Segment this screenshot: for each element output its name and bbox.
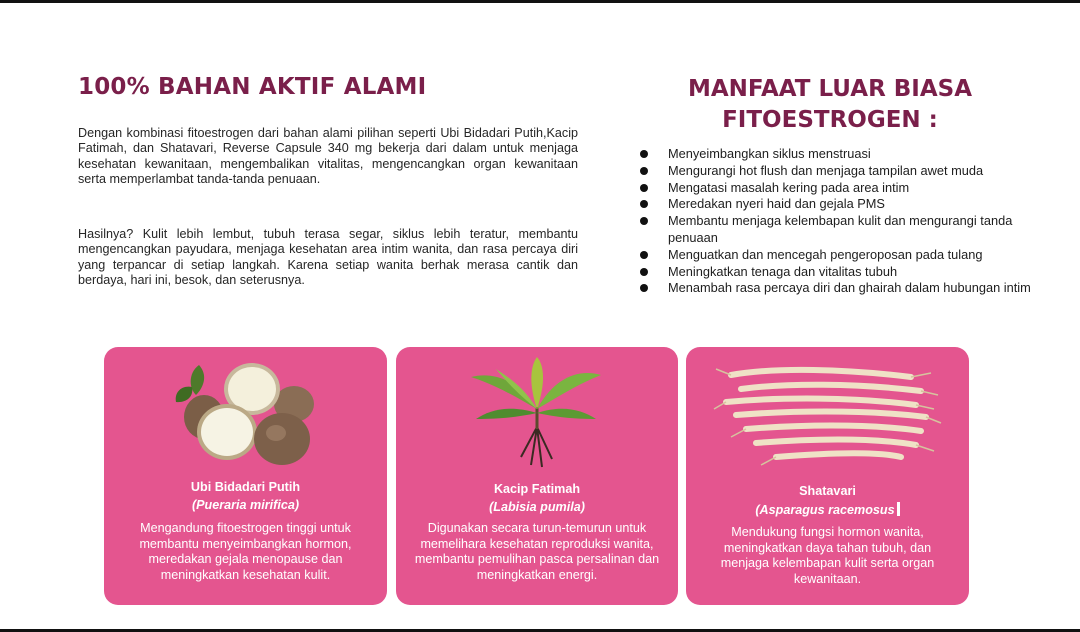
benefit-item: Meningkatkan tenaga dan vitalitas tubuh: [640, 264, 1050, 281]
ingredient-latin-name: (Labisia pumila): [489, 500, 585, 514]
ingredient-name: Shatavari: [799, 484, 856, 498]
root-image: [686, 347, 969, 487]
left-heading: 100% BAHAN AKTIF ALAMI: [78, 74, 427, 100]
benefit-item: Membantu menjaga kelembapan kulit dan mengurangi tanda penuaan: [640, 213, 1050, 247]
benefit-item: Menguatkan dan mencegah pengeroposan pada tulang: [640, 247, 1050, 264]
ingredient-card-kacip-fatimah: [396, 347, 678, 605]
ingredient-description: Digunakan secara turun-temurun untuk memelihara kesehatan reproduksi wanita, membantu pemulihan pasca persalinan dan meningkatkan energi.: [414, 521, 660, 582]
ingredient-card-ubi-bidadari: [104, 347, 387, 605]
top-border: [0, 0, 1080, 3]
ingredient-card-shatavari: [686, 347, 969, 605]
intro-paragraph: Dengan kombinasi fitoestrogen dari bahan alami pilihan seperti Ubi Bidadari Putih,Kacip Fatimah, dan Shatavari, Reverse Capsule 340 mg bekerja dari dalam untuk menjaga kesehatan kewanitaan, mengembalikan vitalitas, mengencangkan organ kewanitaan serta memperlambat tanda-tanda penuaan.: [78, 126, 578, 186]
tuber-image: [104, 347, 387, 487]
result-paragraph: Hasilnya? Kulit lebih lembut, tubuh terasa segar, siklus lebih teratur, membantu mengencangkan payudara, menjaga kesehatan area intim wanita, dan rasa percaya diri yang terpancar di setiap langkah. Karena setiap wanita berhak merasa cantik dan berdaya, hari ini, besok, dan seterusnya.: [78, 227, 578, 287]
ingredient-description: Mendukung fungsi hormon wanita, meningkatkan daya tahan tubuh, dan menjaga kelembapan kulit serta organ kewanitaan.: [720, 525, 935, 586]
ingredient-name: Kacip Fatimah: [493, 482, 581, 496]
ingredient-description: Mengandung fitoestrogen tinggi untuk membantu menyeimbangkan hormon, meredakan gejala menopause dan meningkatkan kesehatan kulit.: [139, 521, 352, 582]
benefit-item: Menyeimbangkan siklus menstruasi: [640, 146, 1050, 163]
ingredient-name: Ubi Bidadari Putih: [190, 480, 301, 494]
ingredient-latin-name: (Pueraria mirifica): [191, 498, 300, 512]
benefits-list: [640, 146, 1050, 297]
right-heading: MANFAAT LUAR BIASA FITOESTROGEN :: [687, 76, 973, 133]
plant-image: [396, 347, 678, 487]
ingredient-latin-name: (Asparagus racemosus: [686, 502, 969, 517]
benefit-item: Meredakan nyeri haid dan gejala PMS: [640, 196, 1050, 213]
benefit-item: Mengurangi hot flush dan menjaga tampilan awet muda: [640, 163, 1050, 180]
text-cursor: [897, 502, 900, 516]
benefit-item: Mengatasi masalah kering pada area intim: [640, 180, 1050, 197]
benefit-item: Menambah rasa percaya diri dan ghairah dalam hubungan intim: [640, 280, 1050, 297]
